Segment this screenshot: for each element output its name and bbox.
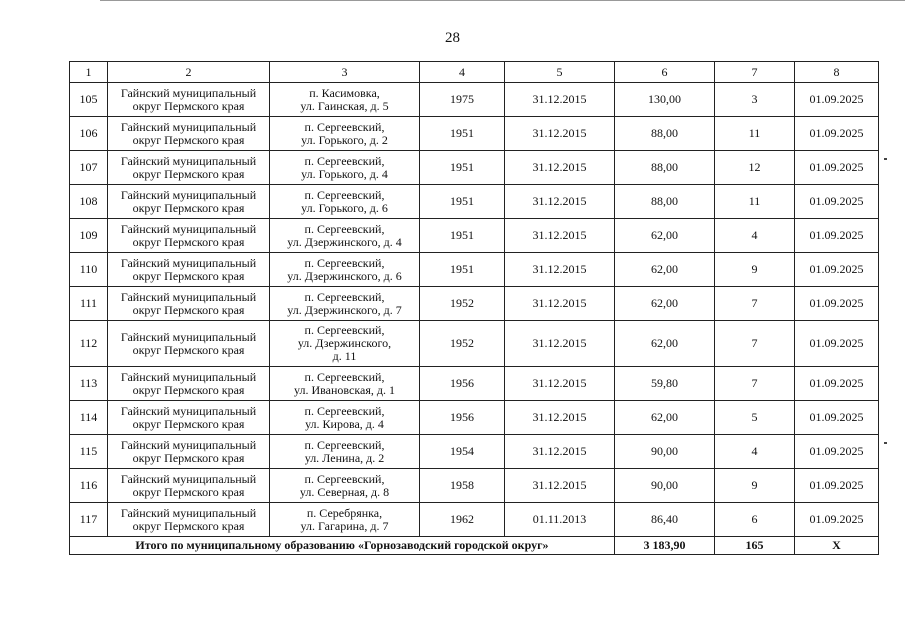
address-cell-line: ул. Кирова, д. 4 xyxy=(305,416,384,431)
year-cell: 1951 xyxy=(420,253,505,287)
address-cell-line: ул. Гаинская, д. 5 xyxy=(300,98,389,113)
municipality-cell xyxy=(108,151,270,185)
deadline-cell: 01.09.2025 xyxy=(795,321,879,367)
table-row xyxy=(70,219,879,253)
address-cell xyxy=(270,321,420,367)
area-cell: 90,00 xyxy=(615,435,715,469)
address-cell-line: п. Сергеевский, xyxy=(304,153,385,168)
address-cell xyxy=(270,287,420,321)
row-number: 110 xyxy=(70,253,108,287)
address-cell-line: п. Касимовка, xyxy=(309,85,380,100)
area-cell: 62,00 xyxy=(615,219,715,253)
municipality-cell-line: округ Пермского края xyxy=(132,382,245,397)
year-cell: 1962 xyxy=(420,503,505,537)
count-cell: 9 xyxy=(715,253,795,287)
address-cell-line: п. Сергеевский, xyxy=(304,255,385,270)
table-row xyxy=(70,117,879,151)
municipality-cell-line: Гайнский муниципальный xyxy=(120,289,257,304)
count-cell: 9 xyxy=(715,469,795,503)
address-cell-line: ул. Ленина, д. 2 xyxy=(304,450,385,465)
municipality-cell-line: округ Пермского края xyxy=(132,484,245,499)
municipality-cell xyxy=(108,83,270,117)
table-row xyxy=(70,253,879,287)
row-number: 111 xyxy=(70,287,108,321)
year-cell: 1951 xyxy=(420,151,505,185)
row-number: 115 xyxy=(70,435,108,469)
address-cell-line: п. Сергеевский, xyxy=(304,323,385,337)
date-cell: 31.12.2015 xyxy=(505,253,615,287)
deadline-cell: 01.09.2025 xyxy=(795,367,879,401)
address-cell-line: п. Сергеевский, xyxy=(304,369,385,384)
count-cell: 12 xyxy=(715,151,795,185)
municipality-cell-line: Гайнский муниципальный xyxy=(120,119,257,134)
column-header: 1 xyxy=(70,62,108,83)
municipality-cell-line: Гайнский муниципальный xyxy=(120,437,257,452)
year-cell: 1952 xyxy=(420,321,505,367)
year-cell: 1956 xyxy=(420,401,505,435)
deadline-cell: 01.09.2025 xyxy=(795,219,879,253)
address-cell xyxy=(270,435,420,469)
date-cell: 31.12.2015 xyxy=(505,401,615,435)
address-cell xyxy=(270,219,420,253)
address-cell-line: п. Сергеевский, xyxy=(304,187,385,202)
address-cell-line: ул. Горького, д. 2 xyxy=(301,132,388,147)
row-number: 112 xyxy=(70,321,108,367)
date-cell: 31.12.2015 xyxy=(505,469,615,503)
address-cell-line: ул. Гагарина, д. 7 xyxy=(300,518,389,533)
total-label: Итого по муниципальному образованию «Горнозаводский городской округ» xyxy=(70,537,615,555)
column-header: 6 xyxy=(615,62,715,83)
year-cell: 1951 xyxy=(420,117,505,151)
count-cell: 3 xyxy=(715,83,795,117)
date-cell: 31.12.2015 xyxy=(505,367,615,401)
municipality-cell-line: округ Пермского края xyxy=(132,450,245,465)
address-cell xyxy=(270,503,420,537)
address-cell xyxy=(270,151,420,185)
row-number: 107 xyxy=(70,151,108,185)
area-cell: 62,00 xyxy=(615,321,715,367)
address-cell-line: п. Сергеевский, xyxy=(304,119,385,134)
year-cell: 1956 xyxy=(420,367,505,401)
address-cell-line: п. Сергеевский, xyxy=(304,403,385,418)
address-cell xyxy=(270,185,420,219)
area-cell: 59,80 xyxy=(615,367,715,401)
row-number: 116 xyxy=(70,469,108,503)
table-row xyxy=(70,185,879,219)
row-number: 105 xyxy=(70,83,108,117)
municipality-cell-line: Гайнский муниципальный xyxy=(120,187,257,202)
address-cell-line: ул. Горького, д. 4 xyxy=(301,166,388,181)
column-header: 3 xyxy=(270,62,420,83)
table-row xyxy=(70,367,879,401)
municipality-cell-line: округ Пермского края xyxy=(132,166,245,181)
area-cell: 88,00 xyxy=(615,185,715,219)
deadline-cell: 01.09.2025 xyxy=(795,503,879,537)
count-cell: 5 xyxy=(715,401,795,435)
deadline-cell: 01.09.2025 xyxy=(795,469,879,503)
area-cell: 86,40 xyxy=(615,503,715,537)
row-number: 113 xyxy=(70,367,108,401)
count-cell: 7 xyxy=(715,367,795,401)
deadline-cell: 01.09.2025 xyxy=(795,117,879,151)
area-cell: 62,00 xyxy=(615,253,715,287)
municipality-cell-line: Гайнский муниципальный xyxy=(120,255,257,270)
count-cell: 7 xyxy=(715,321,795,367)
date-cell: 31.12.2015 xyxy=(505,435,615,469)
municipality-cell xyxy=(108,367,270,401)
address-cell-line: п. Сергеевский, xyxy=(304,437,385,452)
municipality-cell-line: округ Пермского края xyxy=(132,302,245,317)
address-cell xyxy=(270,83,420,117)
table-row xyxy=(70,503,879,537)
table-row xyxy=(70,469,879,503)
table-row xyxy=(70,287,879,321)
total-count: 165 xyxy=(715,537,795,555)
municipality-cell xyxy=(108,117,270,151)
housing-registry-table xyxy=(69,61,879,555)
count-cell: 4 xyxy=(715,435,795,469)
municipality-cell xyxy=(108,401,270,435)
year-cell: 1951 xyxy=(420,219,505,253)
address-cell-line: п. Серебрянка, xyxy=(306,505,383,520)
address-cell-line: д. 11 xyxy=(332,349,357,363)
table-row xyxy=(70,151,879,185)
date-cell: 31.12.2015 xyxy=(505,219,615,253)
date-cell: 31.12.2015 xyxy=(505,287,615,321)
municipality-cell-line: округ Пермского края xyxy=(132,98,245,113)
total-mark: Х xyxy=(795,537,879,555)
area-cell: 90,00 xyxy=(615,469,715,503)
column-header: 8 xyxy=(795,62,879,83)
row-number: 108 xyxy=(70,185,108,219)
address-cell-line: ул. Дзержинского, д. 7 xyxy=(287,302,402,317)
address-cell-line: ул. Дзержинского, д. 4 xyxy=(287,234,402,249)
municipality-cell-line: Гайнский муниципальный xyxy=(120,85,257,100)
municipality-cell-line: округ Пермского края xyxy=(132,342,245,357)
address-cell-line: ул. Горького, д. 6 xyxy=(301,200,388,215)
date-cell: 31.12.2015 xyxy=(505,117,615,151)
scan-mark xyxy=(884,442,887,444)
municipality-cell-line: Гайнский муниципальный xyxy=(120,369,257,384)
table-row xyxy=(70,321,879,367)
address-cell xyxy=(270,469,420,503)
column-header: 2 xyxy=(108,62,270,83)
municipality-cell xyxy=(108,253,270,287)
municipality-cell-line: Гайнский муниципальный xyxy=(120,505,257,520)
scan-top-edge xyxy=(100,0,905,1)
address-cell-line: ул. Северная, д. 8 xyxy=(299,484,390,499)
table-row xyxy=(70,83,879,117)
address-cell xyxy=(270,253,420,287)
area-cell: 88,00 xyxy=(615,117,715,151)
column-header: 5 xyxy=(505,62,615,83)
municipality-cell xyxy=(108,287,270,321)
year-cell: 1951 xyxy=(420,185,505,219)
count-cell: 11 xyxy=(715,185,795,219)
municipality-cell-line: Гайнский муниципальный xyxy=(120,471,257,486)
municipality-cell-line: округ Пермского края xyxy=(132,518,245,533)
deadline-cell: 01.09.2025 xyxy=(795,253,879,287)
row-number: 106 xyxy=(70,117,108,151)
scan-mark xyxy=(884,158,887,160)
municipality-cell xyxy=(108,219,270,253)
date-cell: 31.12.2015 xyxy=(505,83,615,117)
deadline-cell: 01.09.2025 xyxy=(795,151,879,185)
address-cell-line: ул. Дзержинского, xyxy=(297,336,392,350)
date-cell: 01.11.2013 xyxy=(505,503,615,537)
municipality-cell xyxy=(108,469,270,503)
address-cell-line: ул. Ивановская, д. 1 xyxy=(294,382,395,397)
deadline-cell: 01.09.2025 xyxy=(795,287,879,321)
year-cell: 1975 xyxy=(420,83,505,117)
municipality-cell-line: округ Пермского края xyxy=(132,200,245,215)
municipality-cell-line: Гайнский муниципальный xyxy=(120,153,257,168)
row-number: 109 xyxy=(70,219,108,253)
address-cell xyxy=(270,401,420,435)
municipality-cell-line: округ Пермского края xyxy=(132,416,245,431)
date-cell: 31.12.2015 xyxy=(505,151,615,185)
municipality-cell-line: Гайнский муниципальный xyxy=(120,403,257,418)
municipality-cell xyxy=(108,503,270,537)
year-cell: 1954 xyxy=(420,435,505,469)
count-cell: 11 xyxy=(715,117,795,151)
deadline-cell: 01.09.2025 xyxy=(795,83,879,117)
deadline-cell: 01.09.2025 xyxy=(795,185,879,219)
row-number: 114 xyxy=(70,401,108,435)
area-cell: 130,00 xyxy=(615,83,715,117)
deadline-cell: 01.09.2025 xyxy=(795,435,879,469)
year-cell: 1952 xyxy=(420,287,505,321)
total-row xyxy=(70,537,879,555)
date-cell: 31.12.2015 xyxy=(505,321,615,367)
municipality-cell xyxy=(108,321,270,367)
column-header: 7 xyxy=(715,62,795,83)
year-cell: 1958 xyxy=(420,469,505,503)
address-cell-line: п. Сергеевский, xyxy=(304,221,385,236)
row-number: 117 xyxy=(70,503,108,537)
municipality-cell-line: округ Пермского края xyxy=(132,268,245,283)
count-cell: 4 xyxy=(715,219,795,253)
area-cell: 62,00 xyxy=(615,287,715,321)
count-cell: 7 xyxy=(715,287,795,321)
municipality-cell xyxy=(108,185,270,219)
address-cell xyxy=(270,367,420,401)
municipality-cell-line: Гайнский муниципальный xyxy=(120,329,257,344)
count-cell: 6 xyxy=(715,503,795,537)
column-header: 4 xyxy=(420,62,505,83)
municipality-cell-line: Гайнский муниципальный xyxy=(120,221,257,236)
date-cell: 31.12.2015 xyxy=(505,185,615,219)
area-cell: 88,00 xyxy=(615,151,715,185)
table-row xyxy=(70,435,879,469)
address-cell-line: ул. Дзержинского, д. 6 xyxy=(287,268,402,283)
address-cell xyxy=(270,117,420,151)
address-cell-line: п. Сергеевский, xyxy=(304,471,385,486)
header-row xyxy=(70,62,879,83)
total-area: 3 183,90 xyxy=(615,537,715,555)
municipality-cell xyxy=(108,435,270,469)
table-row xyxy=(70,401,879,435)
municipality-cell-line: округ Пермского края xyxy=(132,132,245,147)
municipality-cell-line: округ Пермского края xyxy=(132,234,245,249)
deadline-cell: 01.09.2025 xyxy=(795,401,879,435)
area-cell: 62,00 xyxy=(615,401,715,435)
page-number: 28 xyxy=(445,30,460,46)
address-cell-line: п. Сергеевский, xyxy=(304,289,385,304)
